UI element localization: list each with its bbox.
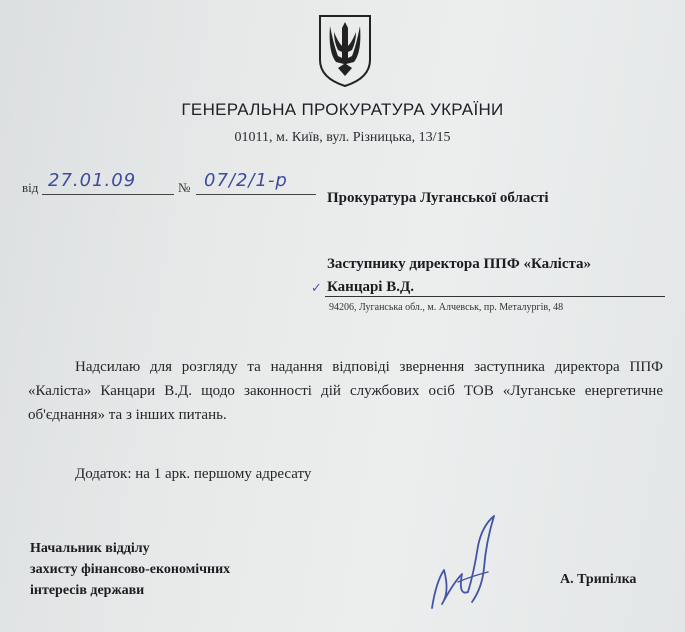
handwritten-signature [428,512,500,616]
signer-title-line2: захисту фінансово-економічних [30,562,231,577]
organization-name: ГЕНЕРАЛЬНА ПРОКУРАТУРА УКРАЇНИ [181,100,504,119]
date-label: від [22,180,39,195]
registration-line [20,172,320,198]
body-paragraph: Надсилаю для розгляду та надання відповіді звернення заступника директора ППФ «Каліста» Канцари В.Д. щодо законності дій службових осіб ТОВ «Луганське енергетичне об'єднання» та з інших питань. [28,359,663,423]
secondary-recipient-address: 94206, Луганська обл., м. Алчевськ, пр. Металургiв, 48 [329,302,564,313]
number-label: № [178,180,191,195]
signer-name: А. Трипілка [560,572,637,587]
organization-address: 01011, м. Київ, вул. Різницька, 13/15 [234,130,451,145]
secondary-recipient-line1: Заступнику директора ППФ «Калiста» [327,256,592,272]
recipient-underline [325,296,665,297]
date-underline [42,194,174,195]
attachment-note: Додаток: на 1 арк. першому адресату [75,466,312,482]
number-underline [196,194,316,195]
secondary-recipient-line2: Канцарi В.Д. [327,279,415,295]
letter-body [28,355,663,427]
check-mark-icon: ✓ [311,280,322,295]
primary-recipient: Прокуратура Луганської області [327,190,549,206]
signer-title-line3: інтересів держави [30,583,145,598]
registration-date: 27.01.09 [48,170,137,191]
signer-title [30,538,230,601]
registration-number: 07/2/1-р [204,170,288,191]
trident-coat-of-arms-icon [316,12,374,88]
signer-title-line1: Начальник відділу [30,541,150,556]
